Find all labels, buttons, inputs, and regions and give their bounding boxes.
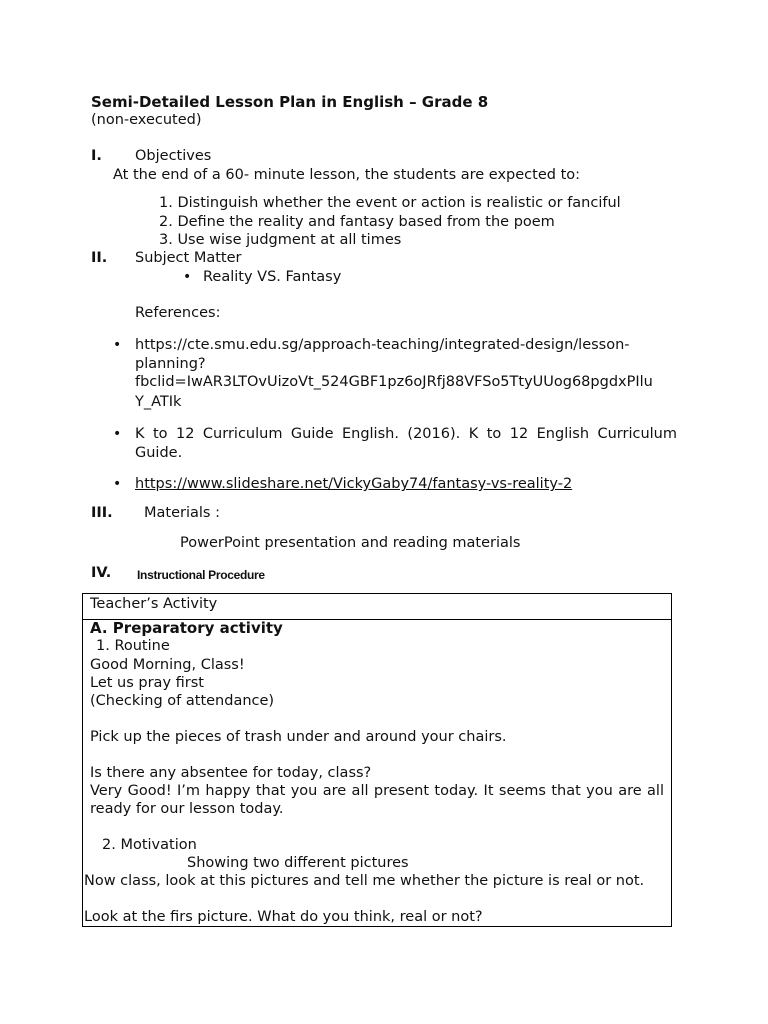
reference-link-line[interactable]: fbclid=IwAR3LTOvUizoVt_524GBF1pz6oJRfj88VFSo5TtyUUog68pgdxPIlu	[135, 374, 653, 390]
section-heading-objectives: Objectives	[135, 148, 212, 164]
table-line: Look at the firs picture. What do you think, real or not?	[84, 909, 483, 925]
objectives-intro: At the end of a 60- minute lesson, the students are expected to:	[113, 167, 581, 183]
materials-text: PowerPoint presentation and reading materials	[180, 535, 521, 551]
reference-link-line[interactable]: https://cte.smu.edu.sg/approach-teaching/integrated-design/lesson-	[135, 337, 630, 353]
table-paragraph: Now class, look at this pictures and tell me whether the picture is real or not.	[84, 873, 645, 889]
reference-link-line[interactable]: Y_ATIk	[135, 394, 182, 410]
section-heading-procedure: Instructional Procedure	[137, 568, 265, 582]
page-subtitle: (non-executed)	[91, 112, 202, 128]
table-line: Let us pray first	[90, 675, 204, 691]
routine-label: 1. Routine	[96, 638, 170, 654]
table-line: Pick up the pieces of trash under and around your chairs.	[90, 729, 507, 745]
references-label: References:	[135, 305, 221, 321]
table-line: (Checking of attendance)	[90, 693, 275, 709]
bullet-icon: •	[113, 476, 122, 492]
table-paragraph: Very Good! I’m happy that you are all present today. It seems that you are all ready for our lesson today.	[90, 783, 664, 817]
preparatory-activity-heading: A. Preparatory activity	[90, 619, 283, 637]
objective-item: 3. Use wise judgment at all times	[159, 232, 402, 248]
bullet-icon: •	[113, 426, 122, 442]
table-line: Good Morning, Class!	[90, 657, 245, 673]
section-numeral-procedure: IV.	[91, 565, 112, 581]
section-numeral-materials: III.	[91, 505, 113, 521]
subject-topic: Reality VS. Fantasy	[203, 269, 342, 285]
motivation-label: 2. Motivation	[102, 837, 197, 853]
objective-item: 1. Distinguish whether the event or action is realistic or fanciful	[159, 195, 621, 211]
reference-citation: K to 12 Curriculum Guide English. (2016). K to 12 English Curriculum Guide.	[135, 426, 677, 461]
objective-item: 2. Define the reality and fantasy based from the poem	[159, 214, 555, 230]
section-heading-materials: Materials :	[144, 505, 220, 521]
section-heading-subject-matter: Subject Matter	[135, 250, 242, 266]
table-header: Teacher’s Activity	[90, 596, 218, 612]
section-numeral-subject-matter: II.	[91, 250, 108, 266]
reference-link[interactable]: https://www.slideshare.net/VickyGaby74/fantasy-vs-reality-2	[135, 476, 573, 492]
bullet-icon: •	[113, 337, 122, 353]
bullet-icon: •	[183, 269, 192, 285]
reference-link-line[interactable]: planning?	[135, 356, 206, 372]
motivation-instruction: Showing two different pictures	[187, 855, 409, 871]
section-numeral-objectives: I.	[91, 148, 102, 164]
activity-table	[82, 593, 672, 927]
table-line: Is there any absentee for today, class?	[90, 765, 372, 781]
page-title: Semi-Detailed Lesson Plan in English – Grade 8	[91, 93, 489, 111]
